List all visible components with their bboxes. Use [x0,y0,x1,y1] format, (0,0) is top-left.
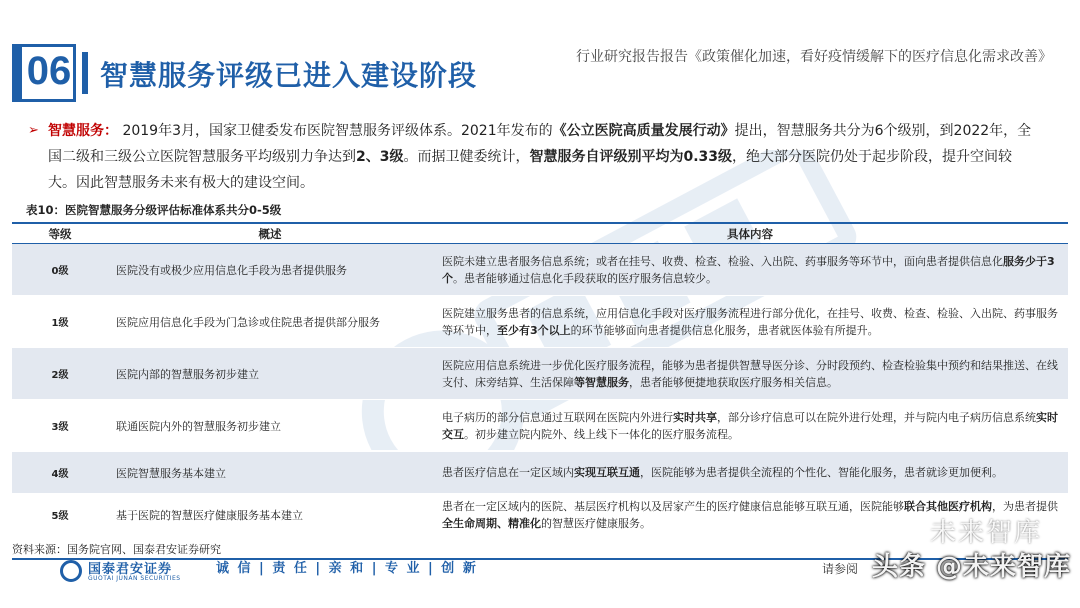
intro-bold-1: 《公立医院高质量发展行动》 [552,123,735,139]
logo-mark-icon [60,560,82,582]
row-content: 患者医疗信息在一定区域内实现互联互通，医院能够为患者提供全流程的个性化、智能化服务，患者就诊更加便利。 [442,466,1003,479]
row-overview: 医院没有或极少应用信息化手段为患者提供服务 [116,263,347,277]
please-refer-text: 请参阅 [822,562,859,576]
intro-label: 智慧服务： [48,123,118,139]
header-level: 等级 [48,226,72,241]
row-level: 5级 [51,511,69,522]
intro-paragraph [28,118,1038,196]
section-number-box [12,44,76,102]
bullet-arrow-icon: ➢ [28,123,39,138]
grading-table [12,222,1068,536]
row-level: 3级 [51,422,69,433]
row-overview: 基于医院的智慧医疗健康服务基本建立 [116,508,303,522]
title-accent-bar [82,52,88,94]
table-caption: 表10：医院智慧服务分级评估标准体系共分0-5级 [26,203,282,217]
row-content: 医院建立服务患者的信息系统，应用信息化手段对医疗服务流程进行部分优化，在挂号、收费、检查、检验、入出院、药事服务等环节中，至少有3个以上的环节能够面向患者提供信息化服务，患者就医体验有所提升。 [442,306,1058,337]
data-source: 资料来源：国务院官网、国泰君安证券研究 [12,543,221,556]
slide-title: 智慧服务评级已进入建设阶段 [100,59,478,92]
row-content: 电子病历的部分信息通过互联网在医院内外进行实时共享，部分诊疗信息可以在院外进行处理，并与院内电子病历信息系统实时交互。初步建立院内院外、线上线下一体化的医疗服务流程。 [442,410,1058,441]
company-logo [60,556,200,584]
header-overview: 概述 [258,226,282,241]
report-title: 行业研究报告报告《政策催化加速，看好疫情缓解下的医疗信息化需求改善》 [576,49,1052,65]
intro-bold-3: 智慧服务自评级别平均为0.33级 [529,149,733,165]
header-content: 具体内容 [727,226,773,241]
row-overview: 医院智慧服务基本建立 [116,466,226,480]
row-overview: 医院内部的智慧服务初步建立 [116,367,259,381]
row-content: 医院未建立患者服务信息系统；或者在挂号、收费、检查、检验、入出院、药事服务等环节中，面向患者提供信息化服务少于3个。患者能够通过信息化手段获取的医疗服务信息较少。 [442,254,1055,285]
watermark-brand: 头条 @未来智库 [872,552,1072,582]
intro-text-2: 提出，智慧服务共分为6个级别，到2022年，全国二级和三级公立医院智慧服务平均级别力争达到 [48,123,1032,165]
logo-name-en: GUOTAI JUNAN SECURITIES [88,575,181,582]
row-level: 4级 [51,469,69,480]
table-row [12,348,1068,400]
row-overview: 医院应用信息化手段为门急诊或住院患者提供部分服务 [116,315,380,329]
row-content: 患者在一定区域内的医院、基层医疗机构以及居家产生的医疗健康信息能够互联互通，医院能够联合其他医疗机构，为患者提供全生命周期、精准化的智慧医疗健康服务。 [442,499,1058,530]
table-row [12,452,1068,494]
row-level: 2级 [51,370,69,381]
table-row [12,296,1068,348]
section-number: 06 [26,49,72,93]
row-overview: 联通医院内外的智慧服务初步建立 [116,419,281,433]
row-level: 0级 [51,266,69,277]
company-slogan: 诚 信 | 责 任 | 亲 和 | 专 业 | 创 新 [216,561,478,576]
table-header-row [12,222,1068,244]
watermark-brand-top: 未来智库 [930,518,1043,548]
intro-text-4: ，绝大部分医院仍处于起步阶段，提升空间较大。因此智慧服务未来有极大的建设空间。 [48,149,1013,191]
intro-bold-2: 2、3级 [356,149,404,165]
row-level: 1级 [51,318,69,329]
logo-name-cn: 国泰君安证券 [88,562,173,577]
intro-text-1: 2019年3月，国家卫健委发布医院智慧服务评级体系。2021年发布的 [118,123,553,139]
slide-header [0,44,1080,102]
table-row [12,244,1068,296]
row-content: 医院应用信息系统进一步优化医疗服务流程，能够为患者提供智慧导医分诊、分时段预约、检查检验集中预约和结果推送、在线支付、床旁结算、生活保障等智慧服务，患者能够便捷地获取医疗服务相关信息。 [442,358,1058,389]
table-row [12,400,1068,452]
intro-text-3: 。而据卫健委统计， [403,149,530,165]
wechat-icon [900,520,926,542]
